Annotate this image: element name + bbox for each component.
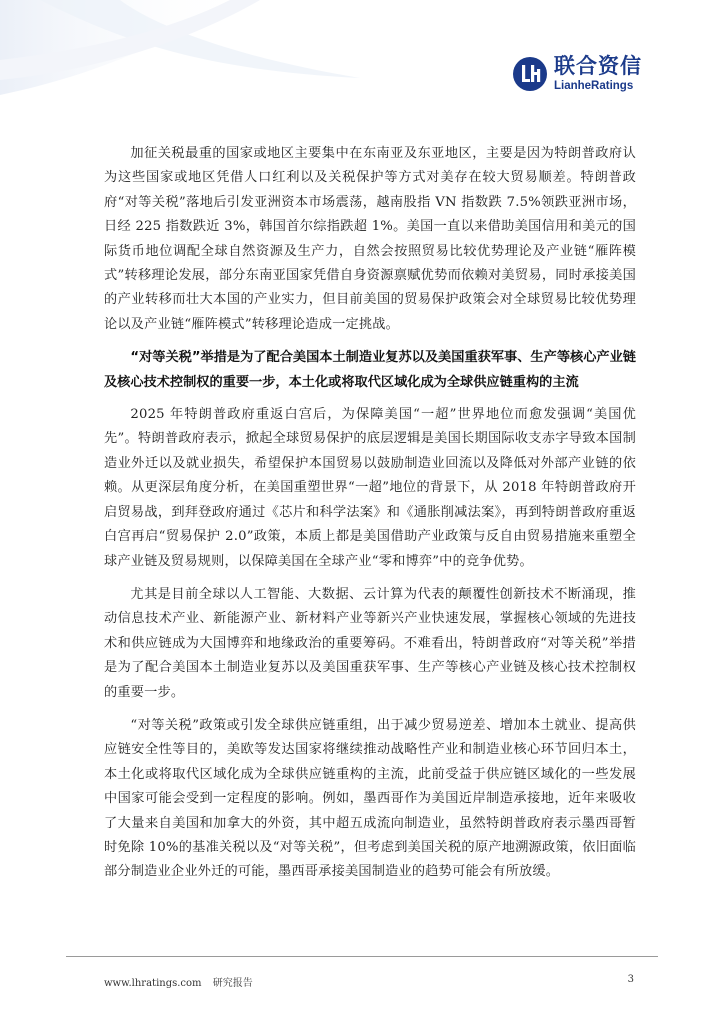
lianhe-logo-icon bbox=[512, 56, 548, 92]
logo-chinese-name: 联合资信 bbox=[554, 54, 642, 78]
report-body bbox=[104, 142, 636, 894]
logo-english-name: LianheRatings bbox=[554, 80, 634, 92]
paragraph-supply-chain: “对等关税”政策或引发全球供应链重组，出于减少贸易逆差、增加本土就业、提高供应链安全性等目的，美欧等发达国家将继续推动战略性产业和制造业核心环节回归本土，本土化或将取代区域化成为全球供应链重构的主流，此前受益于供应链区域化的一些发展中国家可能会受到一定程度的影响。例如，墨西哥作为美国近岸制造承接地，近年来吸收了大量来自美国和加拿大的外资，其中超五成流向制造业，虽然特朗普政府表示墨西哥暂时免除 10%的基准关税以及“对等关税”，但考虑到美国关税的原产地溯源政策，依旧面临部分制造业企业外迁的可能，墨西哥承接美国制造业的趋势可能会有所放缓。 bbox=[104, 717, 636, 880]
footer-website-link[interactable]: www.lhratings.com bbox=[104, 978, 202, 989]
page-number: 3 bbox=[627, 974, 634, 985]
footer-divider bbox=[66, 956, 658, 957]
paragraph-tariff-asia: 加征关税最重的国家或地区主要集中在东南亚及东亚地区，主要是因为特朗普政府认为这些国家或地区凭借人口红利以及关税保护等方式对美存在较大贸易顺差。特朗普政府“对等关税”落地后引发亚洲资本市场震荡，越南股指 VN 指数跌 7.5%领跌亚洲市场，日经 225 指数跌近 3%，韩国首尔综指跌超 1%。美国一直以来借助美国信用和美元的国际货币地位调配全球自然资源及生产力，自然会按照贸易比较优势理论及产业链“雁阵模式”转移理论发展，部分东南亚国家凭借自身资源禀赋优势而依赖对美贸易，同时承接美国的产业转移而壮大本国的产业实力，但目前美国的贸易保护政策会对全球贸易比较优势理论以及产业链“雁阵模式”转移理论造成一定挑战。 bbox=[104, 146, 636, 332]
paragraph-tech-competition: 尤其是目前全球以人工智能、大数据、云计算为代表的颠覆性创新技术不断涌现，推动信息技术产业、新能源产业、新材料产业等新兴产业快速发展，掌握核心领域的先进技术和供应链成为大国博弈和地缘政治的重要筹码。不难看出，特朗普政府“对等关税”举措是为了配合美国本土制造业复苏以及美国重获军事、生产等核心产业链及核心技术控制权的重要一步。 bbox=[104, 586, 636, 700]
logo-text bbox=[554, 56, 642, 93]
footer-info bbox=[104, 974, 261, 989]
section-heading: “对等关税”举措是为了配合美国本土制造业复苏以及美国重获军事、生产等核心产业链及核心技术控制权的重要一步，本土化或将取代区域化成为全球供应链重构的主流 bbox=[104, 350, 636, 390]
paragraph-america-first: 2025 年特朗普政府重返白宫后，为保障美国“一超”世界地位而愈发强调“美国优先”。特朗普政府表示，掀起全球贸易保护的底层逻辑是美国长期国际收支赤字导致本国制造业外迁以及就业损失，希望保护本国贸易以鼓励制造业回流以及降低对外部产业链的依赖。从更深层角度分析，在美国重塑世界“一超”地位的背景下，从 2018 年特朗普政府开启贸易战，到拜登政府通过《芯片和科学法案》和《通胀削减法案》，再到特朗普政府重返白宫再启“贸易保护 2.0”政策，本质上都是美国借助产业政策与反自由贸易措施来重塑全球产业链及贸易规则，以保障美国在全球产业“零和博弈”中的竞争优势。 bbox=[104, 407, 636, 569]
footer-doc-type: 研究报告 bbox=[212, 978, 253, 989]
company-logo bbox=[512, 56, 642, 93]
